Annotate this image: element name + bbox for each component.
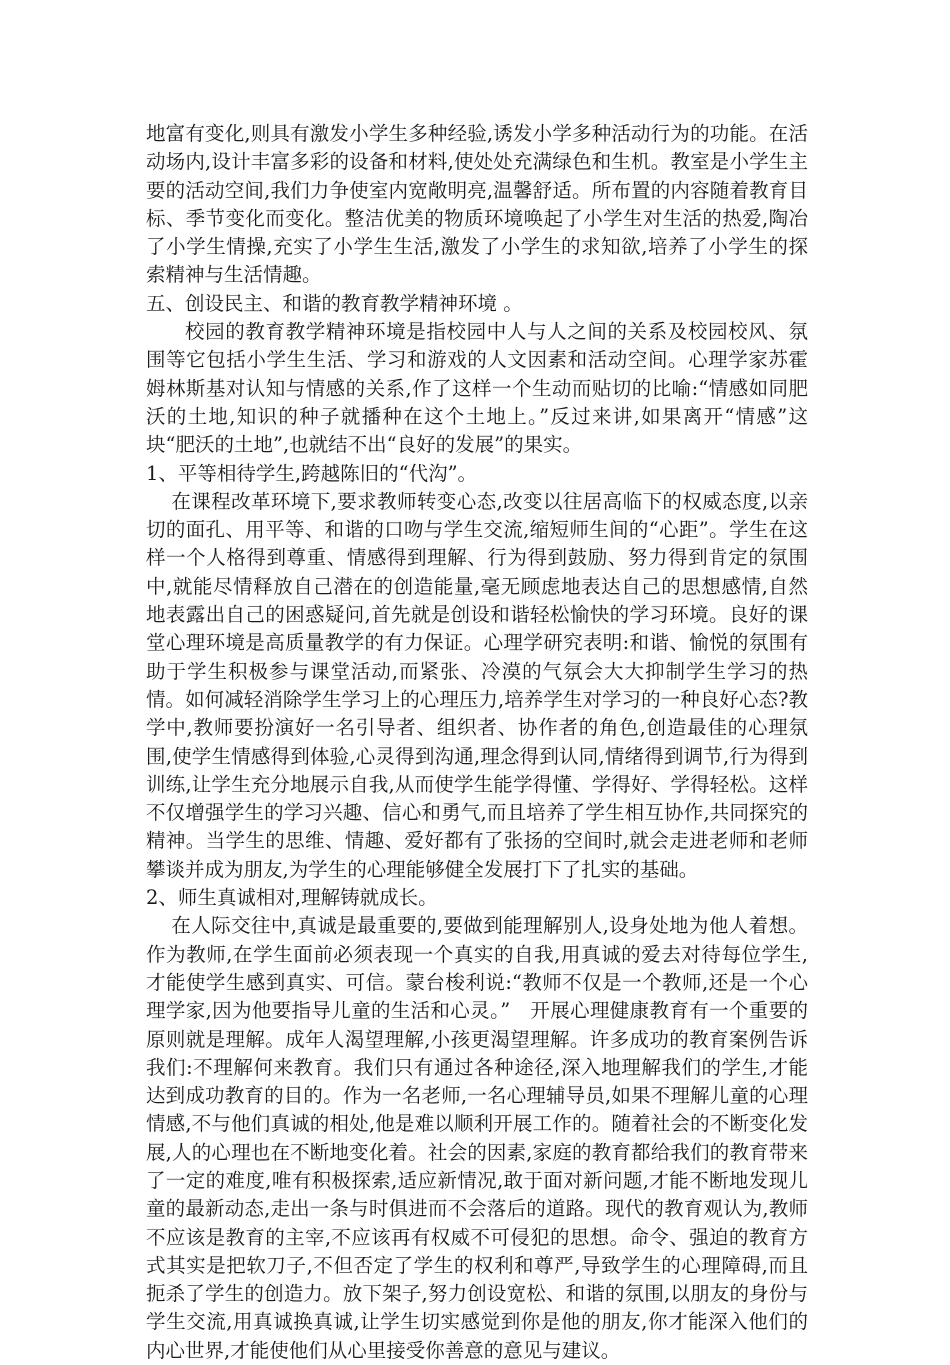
document-body (146, 120, 808, 1365)
paragraph-sincerity: 在人际交往中,真诚是最重要的,要做到能理解别人,设身处地为他人着想。作为教师,在学生面前必须表现一个真实的自我,用真诚的爱去对待每位学生,才能使学生感到真实、可信。蒙台梭利说:“教师不仅是一个教师,还是一个心理学家,因为他要指导儿童的生活和心灵。” 开展心理健康教育有一个重要的原则就是理解。成年人渴望理解,小孩更渴望理解。许多成功的教育案例告诉我们:不理解何来教育。我们只有通过各种途径,深入地理解我们的学生,才能达到成功教育的目的。作为一名老师,一名心理辅导员,如果不理解儿童的心理情感,不与他们真诚的相处,他是难以顺利开展工作的。随着社会的不断变化发展,人的心理也在不断地变化着。社会的因素,家庭的教育都给我们的教育带来了一定的难度,唯有积极探索,适应新情况,敢于面对新问题,才能不断地发现儿童的最新动态,走出一条与时俱进而不会落后的道路。现代的教育观认为,教师不应该是教育的主宰,不应该再有权威不可侵犯的思想。命令、强迫的教育方式其实是把软刀子,不但否定了学生的权利和尊严,导致学生的心理障碍,而且扼杀了学生的创造力。放下架子,努力创设宽松、和谐的氛围,以朋友的身份与学生交流,用真诚换真诚,让学生切实感觉到你是他的朋友,你才能深入他们的内心世界,才能使他们从心里接受你善意的意见与建议。 (146, 914, 808, 1362)
section-heading-five: 五、创设民主、和谐的教育教学精神环境 。 (146, 291, 523, 315)
subheading-two: 2、师生真诚相对,理解铸就成长。 (146, 886, 438, 910)
subheading-one: 1、平等相待学生,跨越陈旧的“代沟”。 (146, 461, 478, 485)
paragraph-spiritual-environment: 校园的教育教学精神环境是指校园中人与人之间的关系及校园校风、氛围等它包括小学生生活、学习和游戏的人文因素和活动空间。心理学家苏霍姆林斯基对认知与情感的关系,作了这样一个生动而贴切的比喻:“情感如同肥沃的土地,知识的种子就播种在这个土地上。”反过来讲,如果离开“情感”这块“肥沃的土地”,也就结不出“良好的发展”的果实。 (146, 320, 808, 457)
paragraph-environment-physical: 地富有变化,则具有激发小学生多种经验,诱发小学多种活动行为的功能。在活动场内,设计丰富多彩的设备和材料,使处处充满绿色和生机。教室是小学生主要的活动空间,我们力争使室内宽敞明亮,温馨舒适。所布置的内容随着教育目标、季节变化而变化。整洁优美的物质环境唤起了小学生对生活的热爱,陶冶了小学生情操,充实了小学生生活,激发了小学生的求知欲,培养了小学生的探索精神与生活情趣。 (146, 122, 808, 287)
paragraph-equal-treatment: 在课程改革环境下,要求教师转变心态,改变以往居高临下的权威态度,以亲切的面孔、用平等、和谐的口吻与学生交流,缩短师生间的“心距”。学生在这样一个人格得到尊重、情感得到理解、行为得到鼓励、努力得到肯定的氛围中,就能尽情释放自己潜在的创造能量,毫无顾虑地表达自己的思想感情,自然地表露出自己的困惑疑问,首先就是创设和谐轻松愉快的学习环境。良好的课堂心理环境是高质量教学的有力保证。心理学研究表明:和谐、愉悦的氛围有助于学生积极参与课堂活动,而紧张、冷漠的气氛会大大抑制学生学习的热情。如何减轻消除学生学习上的心理压力,培养学生对学习的一种良好心态?教学中,教师要扮演好一名引导者、组织者、协作者的角色,创造最佳的心理氛围,使学生情感得到体验,心灵得到沟通,理念得到认同,情绪得到调节,行为得到训练,让学生充分地展示自我,从而使学生能学得懂、学得好、学得轻松。这样不仅增强学生的学习兴趣、信心和勇气,而且培养了学生相互协作,共同探究的精神。当学生的思维、情趣、爱好都有了张扬的空间时,就会走进老师和老师攀谈并成为朋友,为学生的心理能够健全发展打下了扎实的基础。 (146, 489, 808, 881)
